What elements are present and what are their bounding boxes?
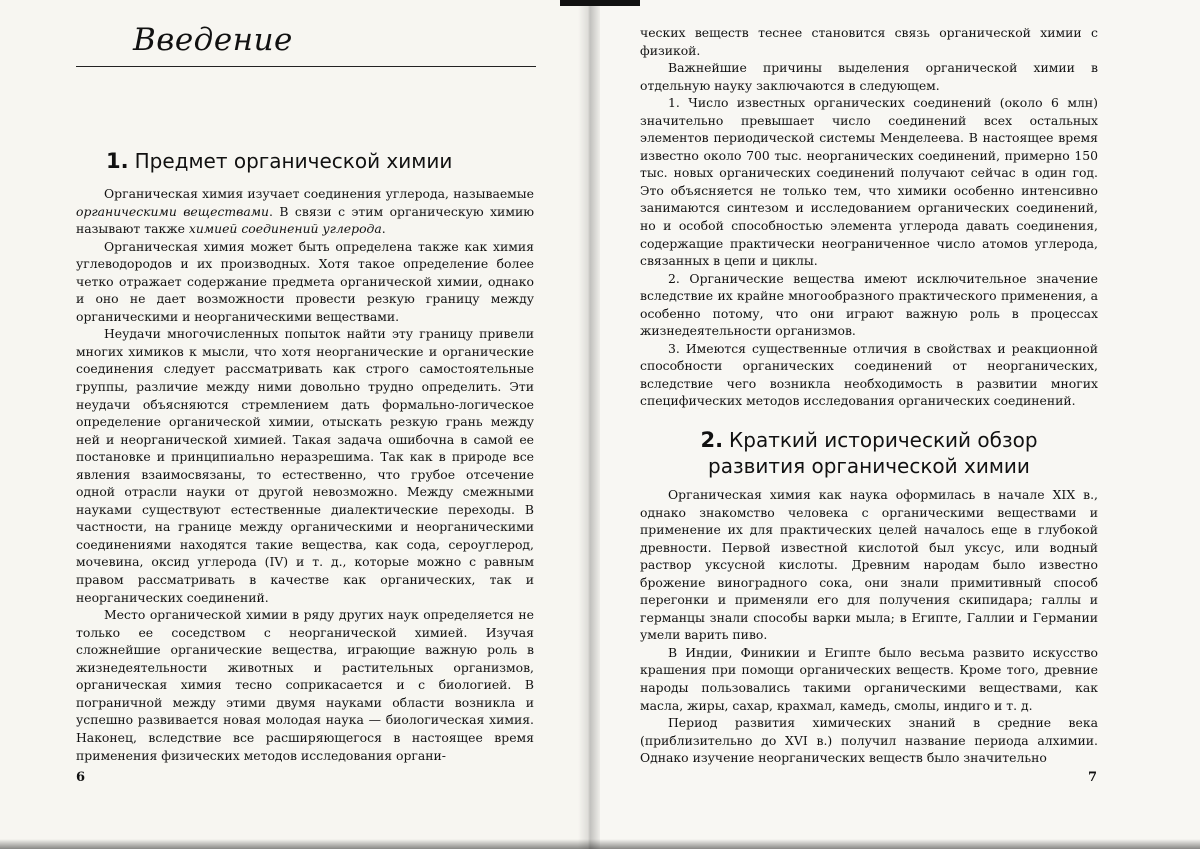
scan-edge-top: [560, 0, 640, 6]
right-page-body-bottom: [640, 486, 1098, 767]
section-1-number: 1.: [106, 149, 129, 173]
scan-edge-bottom: [0, 839, 1200, 849]
paragraph: ческих веществ теснее становится связь органической химии с физикой.: [640, 25, 1098, 58]
paragraph: [76, 185, 534, 238]
section-1-title: Предмет органической химии: [134, 149, 453, 173]
paragraph: 1. Число известных органических соединений (около 6 млн) значительно превышает число соединений всех остальных элементов периодической системы Менделеева. В настоящее время известно около 700 тыс. неорганических соединений, примерно 150 тыс. новых органических соединений получают сейчас в один год. Это объясняется не только тем, что химики особенно интенсивно занимаются синтезом и исследованием органических соединений, но и особой способностью элемента углерода давать соединения, содержащие практически неограниченное число атомов углерода, связанных в цепи и циклы.: [640, 95, 1098, 269]
section-1-heading: [106, 149, 452, 173]
right-page-body-top: [640, 24, 1098, 410]
paragraph-text: .: [381, 221, 386, 237]
paragraph-text: Органическая химия изучает соединения углерода, называемые: [104, 186, 534, 201]
paragraph: Неудачи многочисленных попыток найти эту границу привели многих химиков к мысли, что хотя неорганические и органические соединения следует рассматривать как строго самостоятельные группы, различие между ними довольно трудно определить. Эти неудачи объясняются стремлением дать формально-логическое определение органической химии, отыскать резкую грань между ней и неорганической химией. Такая задача ошибочна в самой ее постановке и принципиально неразрешима. Так как в природе все явления взаимосвязаны, то естественно, что грубое отсечение одной отрасли науки от другой невозможно. Между смежными науками существуют естественные диалектические переходы. В частности, на границе между органическими и неорганическими соединениями находятся такие вещества, как сода, сероуглерод, мочевина, оксид углерода (IV) и т. д., которые можно с равным правом рассматривать в качестве как органических, так и неорганических соединений.: [76, 326, 534, 605]
paragraph: Место органической химии в ряду других наук определяется не только ее соседством с неорганической химией. Изучая сложнейшие органические вещества, играющие важную роль в жизнедеятельности животных и растительных организмов, органическая химия тесно соприкасается и с биологией. В пограничной между этими двумя науками области возникла и успешно развивается новая молодая наука — биологическая химия. Наконец, вследствие все расширяющегося в настоящее время применения физических методов исследования органи-: [76, 607, 534, 763]
section-2-number: 2.: [700, 428, 724, 452]
section-2-title-line-1: [640, 427, 1098, 453]
left-page-body: [76, 185, 534, 764]
paragraph: В Индии, Финикии и Египте было весьма развито искусство крашения при помощи органических веществ. Кроме того, древние народы пользовались такими органическими веществами, как масла, жиры, сахар, крахмал, камедь, смолы, индиго и т. д.: [640, 644, 1098, 713]
paragraph: Важнейшие причины выделения органической химии в отдельную науку заключаются в следующем.: [640, 60, 1098, 93]
section-2-title-text: Краткий исторический обзор: [729, 428, 1038, 452]
chapter-title: Введение: [133, 22, 293, 58]
book-gutter: [578, 0, 600, 849]
section-2-title-line-2: развития органической химии: [708, 454, 1030, 478]
chapter-rule: [76, 66, 536, 67]
paragraph: Период развития химических знаний в средние века (приблизительно до XVI в.) получил название периода алхимии. Однако изучение неорганических веществ было значительно: [640, 715, 1098, 766]
paragraph: Органическая химия может быть определена также как химия углеводородов и их производных. Хотя такое определение более четко отражает содержание предмета органической химии, однако и оно не дает возможности провести резкую границу между органическими и неорганическими веществами.: [76, 238, 534, 324]
page-number-left: 6: [76, 770, 86, 785]
section-2-heading: [640, 427, 1098, 479]
italic-term: химией соединений углерода: [188, 221, 382, 237]
paragraph: Органическая химия как наука оформилась в начале XIX в., однако знакомство человека с органическими веществами и применение их для практических целей началось еще в глубокой древности. Первой известной кислотой был уксус, или водный раствор уксусной кислоты. Древним народам было известно брожение виноградного сока, они знали примитивный способ перегонки и применяли его для получения скипидара; галлы и германцы знали способы варки мыла; в Египте, Галлии и Германии умели варить пиво.: [640, 487, 1098, 643]
paragraph: 2. Органические вещества имеют исключительное значение вследствие их крайне многообразного практического применения, а особенно потому, что они играют важную роль в процессах жизнедеятельности организмов.: [640, 270, 1098, 339]
page-number-right: 7: [1088, 770, 1098, 785]
italic-term: органическими веществами: [76, 203, 270, 219]
paragraph-text: . В связи с этим органическую химию называют также: [76, 203, 534, 237]
paragraph: 3. Имеются существенные отличия в свойствах и реакционной способности органических соединений от неорганических, вследствие чего возникла необходимость в развитии многих специфических методов исследования органических соединений.: [640, 340, 1098, 409]
